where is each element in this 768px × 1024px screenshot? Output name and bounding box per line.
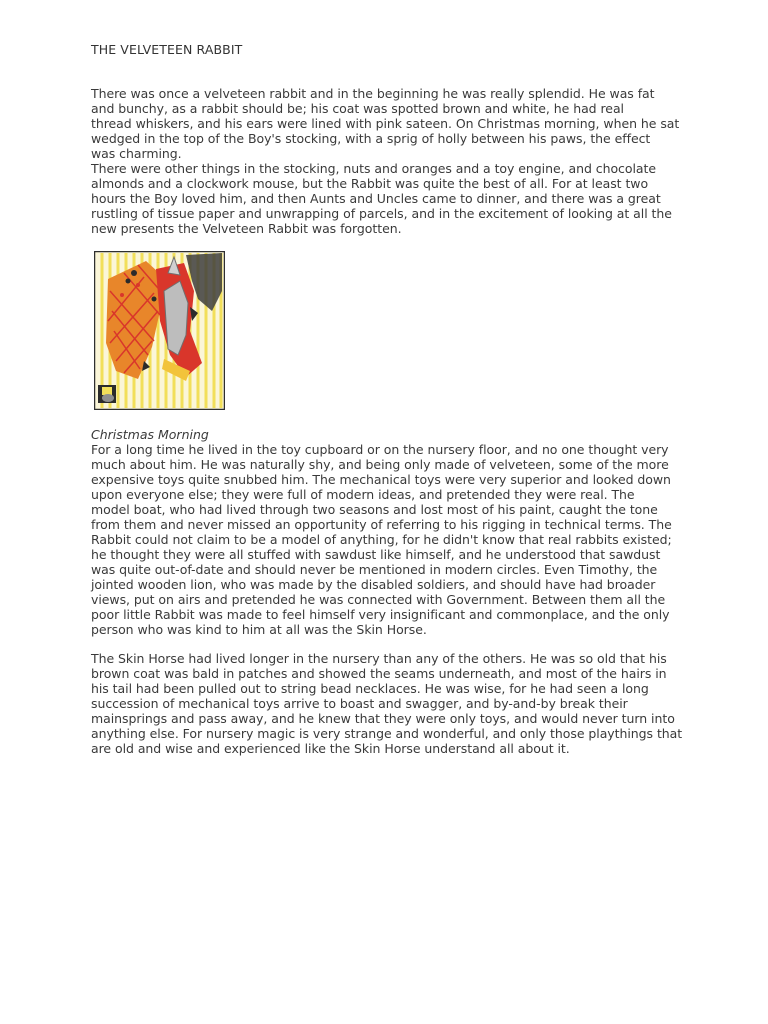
christmas-stocking-illustration bbox=[94, 251, 225, 410]
text-line: wedged in the top of the Boy's stocking, with a sprig of holly between his paws, the effect bbox=[91, 131, 651, 146]
text-line: hours the Boy loved him, and then Aunts and Uncles came to dinner, and there was a great bbox=[91, 191, 661, 206]
text-line: model boat, who had lived through two seasons and lost most of his paint, caught the tone bbox=[91, 502, 658, 517]
text-line: almonds and a clockwork mouse, but the Rabbit was quite the best of all. For at least two bbox=[91, 176, 649, 191]
text-line: are old and wise and experienced like the Skin Horse understand all about it. bbox=[91, 741, 570, 756]
illustration-drawing bbox=[94, 251, 225, 410]
text-line: was charming. bbox=[91, 146, 182, 161]
text-line: expensive toys quite snubbed him. The mechanical toys were very superior and looked down bbox=[91, 472, 671, 487]
text-line: thread whiskers, and his ears were lined with pink sateen. On Christmas morning, when he sat bbox=[91, 116, 680, 131]
page-title: THE VELVETEEN RABBIT bbox=[91, 42, 243, 57]
text-line: The Skin Horse had lived longer in the nursery than any of the others. He was so old that his bbox=[91, 651, 667, 666]
text-line: succession of mechanical toys arrive to boast and swagger, and by-and-by break their bbox=[91, 696, 628, 711]
text-line: There was once a velveteen rabbit and in the beginning he was really splendid. He was fat bbox=[91, 86, 655, 101]
text-line: his tail had been pulled out to string bead necklaces. He was wise, for he had seen a long bbox=[91, 681, 649, 696]
text-line: brown coat was bald in patches and showed the seams underneath, and most of the hairs in bbox=[91, 666, 667, 681]
text-line: For a long time he lived in the toy cupboard or on the nursery floor, and no one thought very bbox=[91, 442, 669, 457]
text-line: and bunchy, as a rabbit should be; his coat was spotted brown and white, he had real bbox=[91, 101, 624, 116]
text-line: rustling of tissue paper and unwrapping of parcels, and in the excitement of looking at all the bbox=[91, 206, 672, 221]
text-line: from them and never missed an opportunity of referring to his rigging in technical terms. The bbox=[91, 517, 672, 532]
text-line: anything else. For nursery magic is very strange and wonderful, and only those playthings that bbox=[91, 726, 683, 741]
document-page bbox=[91, 40, 691, 756]
text-line: he thought they were all stuffed with sawdust like himself, and he understood that sawdust bbox=[91, 547, 661, 562]
text-line: poor little Rabbit was made to feel himself very insignificant and commonplace, and the only bbox=[91, 607, 670, 622]
text-line: person who was kind to him at all was the Skin Horse. bbox=[91, 622, 427, 637]
text-line: upon everyone else; they were full of modern ideas, and pretended they were real. The bbox=[91, 487, 635, 502]
text-line: mainsprings and pass away, and he knew that they were only toys, and would never turn into bbox=[91, 711, 675, 726]
text-line: There were other things in the stocking, nuts and oranges and a toy engine, and chocolate bbox=[91, 161, 656, 176]
paragraph-skin-horse bbox=[91, 651, 691, 756]
text-line: much about him. He was naturally shy, and being only made of velveteen, some of the more bbox=[91, 457, 669, 472]
paragraph-toy-cupboard bbox=[91, 442, 691, 637]
illustration-caption: Christmas Morning bbox=[91, 427, 209, 442]
text-line: jointed wooden lion, who was made by the disabled soldiers, and should have had broader bbox=[91, 577, 656, 592]
text-line: new presents the Velveteen Rabbit was forgotten. bbox=[91, 221, 402, 236]
text-line: was quite out-of-date and should never be mentioned in modern circles. Even Timothy, the bbox=[91, 562, 658, 577]
mouse-figure bbox=[98, 385, 116, 403]
paragraph-opening bbox=[91, 86, 691, 236]
text-line: Rabbit could not claim to be a model of anything, for he didn't know that real rabbits existed; bbox=[91, 532, 672, 547]
text-line: views, put on airs and pretended he was connected with Government. Between them all the bbox=[91, 592, 666, 607]
